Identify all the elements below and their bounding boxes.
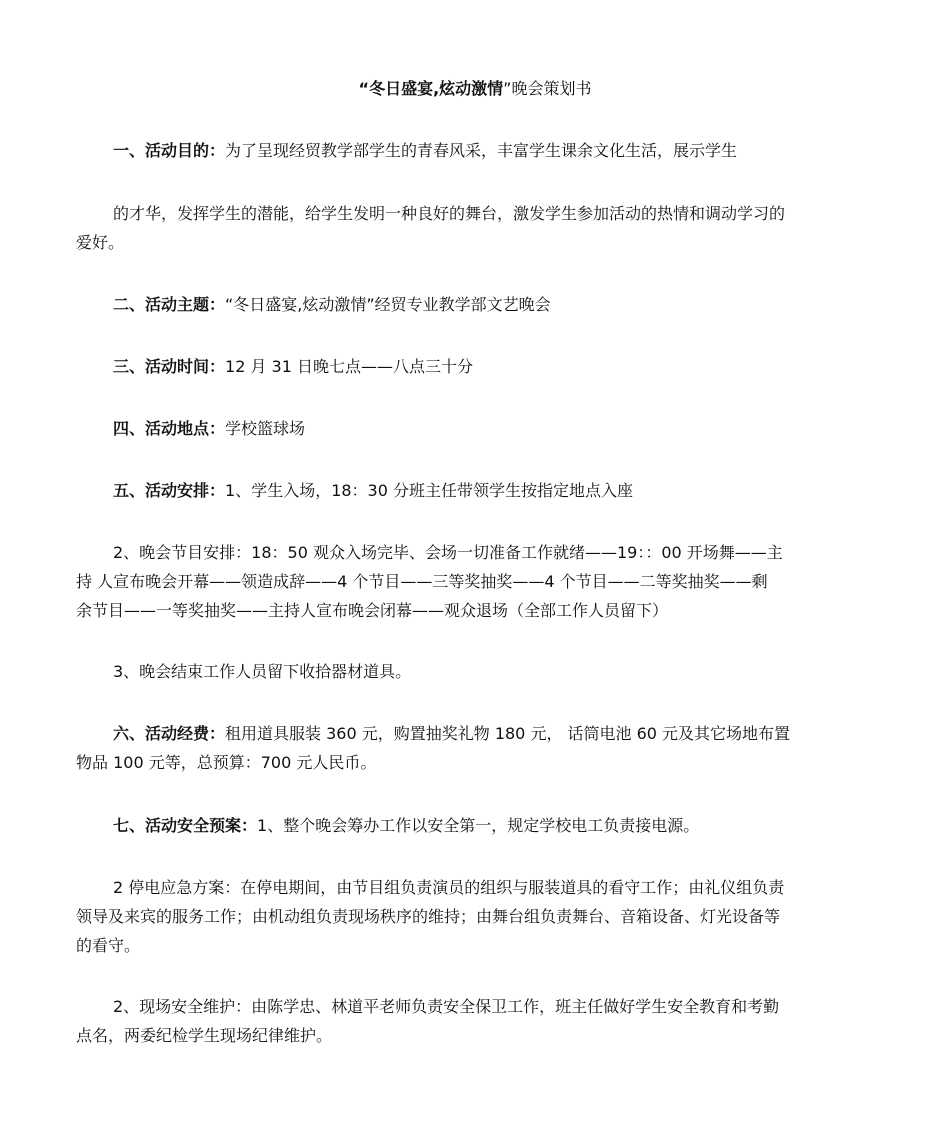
section-safety-label: 七、活动安全预案： <box>113 816 258 835</box>
section-location-label: 四、活动地点： <box>113 419 226 438</box>
document-title <box>0 76 950 102</box>
section-safety <box>76 811 876 840</box>
safety-item-2 <box>76 873 876 960</box>
section-arrangement-label: 五、活动安排： <box>113 481 226 500</box>
safety-item-2-line-2: 领导及来宾的服务工作；由机动组负责现场秩序的维持；由舞台组负责舞台、音箱设备、灯光设备等 <box>76 907 781 926</box>
purpose-cont-line-1: 的才华，发挥学生的潜能，给学生发明一种良好的舞台，激发学生参加活动的热情和调动学习的 <box>113 204 786 223</box>
section-budget-text: 租用道具服装 360 元，购置抽奖礼物 180 元， 话筒电池 60 元及其它场地布置 <box>225 724 791 743</box>
section-budget-label: 六、活动经费： <box>113 724 226 743</box>
arrangement-item-2-line-2: 持 人宣布晚会开幕——领造成辞——4 个节目——三等奖抽奖——4 个节目——二等奖抽奖——剩 <box>76 572 768 591</box>
arrangement-item-2 <box>76 538 876 625</box>
section-time <box>76 352 876 381</box>
safety-item-2-line-3: 的看守。 <box>76 936 141 955</box>
section-purpose-text: 为了呈现经贸教学部学生的青春风采，丰富学生课余文化生活，展示学生 <box>225 141 738 160</box>
section-time-label: 三、活动时间： <box>113 357 226 376</box>
purpose-cont-line-2: 爱好。 <box>76 233 125 252</box>
safety-item-2-line-1: 2 停电应急方案：在停电期间，由节目组负责演员的组织与服装道具的看守工作；由礼仪组负责 <box>113 878 785 897</box>
safety-item-3-line-1: 2、现场安全维护：由陈学忠、林道平老师负责安全保卫工作，班主任做好学生安全教育和考勤 <box>113 997 780 1016</box>
section-theme-label: 二、活动主题： <box>113 295 226 314</box>
section-theme <box>76 290 876 319</box>
section-purpose <box>76 136 876 165</box>
section-arrangement <box>76 476 876 505</box>
arrangement-item-3-text: 3、晚会结束工作人员留下收拾器材道具。 <box>113 662 412 681</box>
section-arrangement-text: 1、学生入场，18：30 分班主任带领学生按指定地点入座 <box>225 481 634 500</box>
arrangement-item-2-line-3: 余节目——一等奖抽奖——主持人宣布晚会闭幕——观众退场（全部工作人员留下） <box>76 601 669 620</box>
title-rest: ”晚会策划书 <box>503 79 592 98</box>
section-purpose-continued <box>76 199 876 257</box>
section-budget <box>76 719 876 777</box>
section-theme-text: “冬日盛宴,炫动激情”经贸专业教学部文艺晚会 <box>225 295 551 314</box>
section-time-text: 12 月 31 日晚七点——八点三十分 <box>225 357 473 376</box>
section-safety-text: 1、整个晚会筹办工作以安全第一，规定学校电工负责接电源。 <box>257 816 700 835</box>
safety-item-3 <box>76 992 876 1050</box>
arrangement-item-3 <box>76 657 876 686</box>
arrangement-item-2-line-1: 2、晚会节目安排：18：50 观众入场完毕、会场一切准备工作就绪——19：：00 开场舞——主 <box>113 543 783 562</box>
section-budget-line-2: 物品 100 元等，总预算：700 元人民币。 <box>76 753 377 772</box>
section-purpose-label: 一、活动目的： <box>113 141 226 160</box>
safety-item-3-line-2: 点名，两委纪检学生现场纪律维护。 <box>76 1026 333 1045</box>
section-location-text: 学校篮球场 <box>225 419 306 438</box>
section-location <box>76 414 876 443</box>
title-bold: “冬日盛宴,炫动激情 <box>358 79 504 98</box>
